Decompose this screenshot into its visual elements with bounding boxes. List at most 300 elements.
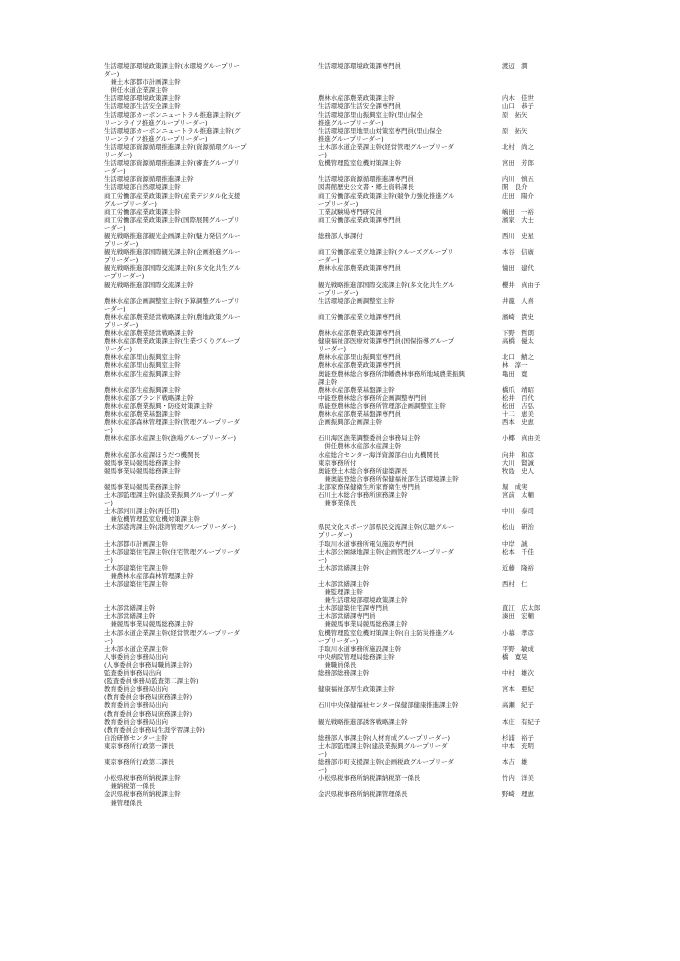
- new-position: [104, 790, 318, 806]
- former-position-line: 土木部水道企業課主幹(経営管理グループリーダ: [318, 142, 454, 151]
- new-position-line: 商工労働部産業政策課主幹(国際展開グループリ: [104, 215, 240, 224]
- new-position-line: 生活環境部環境政策課主幹: [104, 94, 181, 103]
- former-position: [318, 264, 502, 272]
- new-position: [104, 402, 318, 410]
- personnel-row: [104, 248, 566, 264]
- person-name: [502, 143, 566, 151]
- person-name-line: 松井 百代: [502, 393, 534, 402]
- new-position-line: リーダー): [104, 151, 133, 160]
- former-position-line: 健康福祉部厚生政策課主幹: [318, 685, 395, 694]
- former-position-line: 農林水産部里山振興室専門員: [318, 353, 402, 362]
- person-name: [502, 774, 566, 782]
- person-name-line: 高橋 優太: [502, 337, 534, 346]
- former-position: [318, 297, 502, 305]
- new-position-line: 農林水産部農業政策課主幹(生業づくりグループ: [104, 337, 241, 346]
- new-position-line: 生活環境部環境政策課主幹(水環境グループリー: [104, 62, 240, 70]
- former-position-line: 手取川水道事務所電気施設専門員: [318, 539, 414, 548]
- new-position: [104, 232, 318, 248]
- former-position: [318, 580, 502, 604]
- new-position-line: 土木部監理課主幹(建設業振興グループリーダ: [104, 490, 234, 499]
- former-position-line: 東京事務所付: [318, 458, 357, 467]
- former-position: [318, 127, 502, 143]
- new-position-line: ーダー): [104, 167, 126, 176]
- new-position-line: 小松県税事務所納税課主幹: [104, 774, 181, 783]
- new-position: [104, 208, 318, 216]
- person-name: [502, 62, 566, 70]
- former-position-line: 手取川水道事務所施設課主幹: [318, 644, 402, 653]
- new-position-line: プリーダー): [104, 240, 139, 249]
- new-position-line: ー): [104, 555, 113, 564]
- new-position-line: 農林水産部ブランド戦略課主幹: [104, 393, 194, 402]
- former-position-line: 課主幹: [318, 377, 338, 386]
- person-name: [502, 507, 566, 515]
- personnel-row: [104, 175, 566, 183]
- new-position-line: ダー): [104, 70, 120, 79]
- former-position-line: 土木部監理課主幹(建設業振興グループリーダ: [318, 741, 448, 750]
- new-position: [104, 742, 318, 750]
- new-position: [104, 467, 318, 475]
- new-position: [104, 604, 318, 612]
- former-position-line: 生活環境部里山振興室主幹(里山保全: [318, 110, 423, 119]
- person-name-line: 宮本 亜紀: [502, 685, 534, 694]
- former-position-line: 生活環境部里地里山対策室専門員(里山保全: [318, 126, 442, 135]
- person-name-line: 内木 佳世: [502, 94, 534, 103]
- personnel-row: [104, 685, 566, 701]
- former-position-line: [318, 507, 502, 515]
- former-position: [318, 645, 502, 653]
- new-position-line: 兼納税第一係長: [104, 782, 156, 791]
- person-name-line: 本庄 有紀子: [502, 717, 541, 726]
- person-name: [502, 232, 566, 240]
- new-position: [104, 264, 318, 280]
- person-name-line: 原 拓矢: [502, 126, 528, 135]
- former-position-line: 県能登農林総合事務所管理部企画調整室主幹: [318, 401, 446, 410]
- person-name: [502, 580, 566, 588]
- personnel-row: [104, 645, 566, 653]
- new-position: [104, 386, 318, 394]
- person-name-line: 向井 和彦: [502, 450, 534, 459]
- former-position: [318, 208, 502, 216]
- former-position-line: ー): [318, 555, 327, 564]
- new-position-line: 土木部建築住宅課主幹: [104, 563, 168, 572]
- person-name: [502, 361, 566, 369]
- person-name-line: 中川 泰司: [502, 507, 534, 516]
- former-position-line: 金沢県税事務所納税課管理係長: [318, 790, 408, 799]
- former-position-line: 危機管理監室危機対策課主幹(自主防災推進グル: [318, 628, 455, 637]
- former-position-line: 土木部営繕課専門員: [318, 612, 376, 621]
- former-position-line: ープリーダー): [318, 288, 359, 297]
- former-position-line: 農林水産部農業基盤課専門員: [318, 410, 402, 419]
- former-position-line: ー): [318, 151, 327, 160]
- new-position: [104, 111, 318, 127]
- new-position-line: (教育委員会事務局生涯学習課主幹): [104, 725, 205, 734]
- person-name: [502, 192, 566, 200]
- person-name-line: 大川 賢誠: [502, 458, 534, 467]
- new-position-line: 生活環境部カーボンニュートラル推進課主幹(グ: [104, 110, 241, 119]
- person-name-line: 堀 成実: [502, 482, 528, 491]
- former-position-line: 総務部人事課付: [318, 231, 363, 240]
- former-position: [318, 774, 502, 782]
- personnel-row: [104, 701, 566, 717]
- personnel-transfer-list: [104, 62, 566, 807]
- person-name: [502, 790, 566, 798]
- former-position-line: 土木部営繕課主幹: [318, 563, 370, 572]
- former-position-line: 農林水産部農業政策課専門員: [318, 361, 402, 370]
- new-position: [104, 418, 318, 434]
- new-position-line: ー): [104, 499, 113, 508]
- new-position-line: 農林水産部森林管理課主幹(管理グループリーダ: [104, 418, 240, 427]
- former-position-line: ー): [318, 749, 327, 758]
- new-position-line: (人事委員会事務局職員課主幹): [104, 660, 193, 669]
- former-position-line: 商工労働部産業政策課主幹(競争力強化推進グル: [318, 191, 455, 200]
- former-position-line: 農林水産部農業政策課専門員: [318, 264, 402, 273]
- person-name-line: 林 淳一: [502, 361, 528, 370]
- former-position-line: 生活環境部環境政策課専門員: [318, 62, 402, 70]
- new-position-line: 兼競馬事業局競馬総務課主幹: [104, 620, 194, 629]
- new-position: [104, 370, 318, 378]
- personnel-row: [104, 192, 566, 208]
- person-name: [502, 329, 566, 337]
- former-position: [318, 183, 502, 191]
- person-name-line: 西本 史恵: [502, 418, 534, 427]
- person-name-line: 渡辺 潤: [502, 62, 528, 70]
- new-position-line: 生活環境部資源循環推進課主幹(資源循環グループ: [104, 142, 247, 151]
- person-name: [502, 102, 566, 110]
- former-position-line: 兼監理課主幹: [318, 588, 363, 597]
- new-position-line: グループリーダー): [104, 199, 157, 208]
- person-name-line: 嶋田 一裕: [502, 207, 534, 216]
- new-position-line: 農林水産部水産課主幹(漁場グループリーダー): [104, 434, 237, 443]
- person-name-line: 下野 哲朗: [502, 329, 534, 338]
- person-name: [502, 629, 566, 637]
- person-name: [502, 564, 566, 572]
- new-position-line: 農林水産部生産振興課主幹: [104, 369, 181, 378]
- new-position-line: 観光戦略推進部国際交流課主幹(多文化共生グル: [104, 264, 241, 273]
- former-position: [318, 386, 502, 394]
- former-position-line: プリーダー): [318, 531, 353, 540]
- former-position: [318, 483, 502, 491]
- person-name: [502, 491, 566, 499]
- person-name-line: 濱崎 貴史: [502, 312, 534, 321]
- personnel-row: [104, 264, 566, 280]
- new-position-line: 東京事務所行政第二課長: [104, 758, 175, 767]
- former-position-line: 観光戦略推進部誘客戦略課主幹: [318, 717, 408, 726]
- person-name: [502, 208, 566, 216]
- new-position-line: 農林水産部生産振興課主幹: [104, 385, 181, 394]
- former-position: [318, 669, 502, 677]
- new-position-line: 人事委員会事務局出向: [104, 652, 168, 661]
- person-name: [502, 402, 566, 410]
- personnel-row: [104, 337, 566, 353]
- new-position-line: 教育委員会事務局出向: [104, 717, 168, 726]
- person-name: [502, 297, 566, 305]
- new-position: [104, 612, 318, 620]
- personnel-row: [104, 620, 566, 628]
- former-position: [318, 540, 502, 548]
- person-name-line: 内川 慎五: [502, 175, 534, 184]
- new-position-line: 兼管理係長: [104, 798, 143, 807]
- person-name-line: 竹内 洋美: [502, 774, 534, 783]
- former-position-line: 奥能登農林総合事務所津幡農林事務所地域農業振興: [318, 369, 465, 378]
- former-position: [318, 523, 502, 539]
- new-position-line: (監査委員事務局監査第二課主幹): [104, 677, 199, 686]
- former-position-line: 兼職員係長: [318, 660, 357, 669]
- new-position: [104, 281, 318, 289]
- new-position-line: リーダー): [104, 345, 133, 354]
- new-position: [104, 329, 318, 337]
- new-position-line: 兼危機管理監室危機対策課主幹: [104, 515, 200, 524]
- former-position-line: 工業試験場専門研究員: [318, 207, 382, 216]
- former-position-line: 中央病院管理局総務課主幹: [318, 652, 395, 661]
- new-position: [104, 580, 318, 588]
- former-position-line: 総務部人事課主幹(人材育成グループリーダー): [318, 733, 451, 742]
- former-position-line: 生活環境部生活安全課専門員: [318, 102, 402, 111]
- person-name-line: 高瀬 紀子: [502, 701, 534, 710]
- new-position: [104, 701, 318, 717]
- former-position: [318, 353, 502, 361]
- new-position: [104, 337, 318, 353]
- person-name: [502, 386, 566, 394]
- personnel-row: [104, 734, 566, 742]
- former-position-line: 推進グループリーダー): [318, 134, 384, 143]
- former-position-line: ープリーダー): [318, 199, 359, 208]
- former-position: [318, 232, 502, 240]
- former-position-line: 北部家畜保健衛生所家畜衛生専門員: [318, 482, 421, 491]
- personnel-row: [104, 297, 566, 313]
- person-name-line: 山口 恭子: [502, 102, 534, 111]
- new-position: [104, 62, 318, 94]
- new-position: [104, 523, 318, 531]
- new-position: [104, 127, 318, 143]
- personnel-row: [104, 313, 566, 329]
- personnel-row: [104, 402, 566, 410]
- person-name: [502, 94, 566, 102]
- person-name-line: 井龍 人喜: [502, 296, 534, 305]
- former-position: [318, 248, 502, 264]
- personnel-row: [104, 111, 566, 127]
- new-position: [104, 94, 318, 102]
- new-position-line: 競馬事業局競馬総務課主幹: [104, 458, 181, 467]
- former-position-line: 農林水産部農業政策課主幹: [318, 94, 395, 103]
- former-position: [318, 620, 502, 628]
- former-position-line: 土木部公園緑地課主幹(企画管理グループリーダ: [318, 547, 454, 556]
- former-position: [318, 94, 502, 102]
- former-position-line: 総務部総務課主幹: [318, 669, 370, 678]
- former-position-line: 農林水産部農業基盤課主幹: [318, 385, 395, 394]
- person-name: [502, 620, 566, 628]
- new-position: [104, 175, 318, 183]
- former-position: [318, 548, 502, 564]
- new-position-line: 観光戦略推進部国際観光課主幹(企画推進グルー: [104, 248, 241, 257]
- person-name-line: 原 拓矢: [502, 110, 528, 119]
- person-name-line: 近藤 隆裕: [502, 563, 534, 572]
- new-position-line: 併任水道企業課主幹: [104, 86, 168, 95]
- new-position-line: リーンライフ推進グループリーダー): [104, 118, 208, 127]
- personnel-row: [104, 548, 566, 564]
- former-position: [318, 361, 502, 369]
- personnel-row: [104, 742, 566, 758]
- former-position: [318, 175, 502, 183]
- former-position-line: 兼奥能登総合事務所保健福祉部生活環境課主幹: [318, 474, 459, 483]
- former-position: [318, 701, 502, 709]
- new-position: [104, 491, 318, 507]
- new-position: [104, 653, 318, 669]
- person-name-line: 小椰 真由美: [502, 434, 541, 443]
- personnel-row: [104, 612, 566, 620]
- new-position-line: 農林水産部農業振興・防疫対策課主幹: [104, 401, 213, 410]
- new-position-line: ー): [104, 636, 113, 645]
- new-position-line: 農林水産部農業経営戦略課主幹: [104, 329, 194, 338]
- former-position: [318, 313, 502, 321]
- former-position: [318, 281, 502, 297]
- personnel-row: [104, 410, 566, 418]
- new-position: [104, 540, 318, 548]
- new-position: [104, 758, 318, 766]
- new-position-line: 土木部営繕課主幹: [104, 612, 156, 621]
- new-position-line: 競馬事業局競馬総務課主幹: [104, 466, 181, 475]
- former-position-line: 石川土木総合事務所庶務課主幹: [318, 490, 408, 499]
- new-position-line: 土木部水道企業課主幹(経営管理グループリーダ: [104, 628, 240, 637]
- former-position: [318, 491, 502, 507]
- personnel-row: [104, 102, 566, 110]
- personnel-row: [104, 507, 566, 523]
- person-name: [502, 742, 566, 750]
- new-position-line: (教育委員会事務局庶務課主幹): [104, 693, 193, 702]
- new-position-line: 土木部都市計画課主幹: [104, 539, 168, 548]
- personnel-row: [104, 94, 566, 102]
- new-position: [104, 183, 318, 191]
- former-position-line: 農林水産部農業政策課専門員: [318, 329, 402, 338]
- former-position-line: 総務部市町支援課主幹(企画税政グループリーダ: [318, 758, 454, 767]
- new-position-line: リーンライフ推進グループリーダー): [104, 134, 208, 143]
- person-name-line: 牧島 史人: [502, 466, 534, 475]
- former-position: [318, 337, 502, 353]
- former-position-line: 商工労働部産業政策課専門員: [318, 215, 402, 224]
- former-position: [318, 718, 502, 726]
- former-position: [318, 507, 502, 515]
- person-name: [502, 370, 566, 378]
- new-position: [104, 548, 318, 564]
- person-name-line: 橋 寛晃: [502, 652, 528, 661]
- new-position-line: 商工労働部産業政策課主幹: [104, 207, 181, 216]
- new-position: [104, 159, 318, 175]
- former-position-line: 小松県税事務所納税課納税第一係長: [318, 774, 421, 783]
- former-position: [318, 790, 502, 798]
- person-name-line: 野崎 理恵: [502, 790, 534, 799]
- new-position: [104, 718, 318, 734]
- new-position: [104, 361, 318, 369]
- new-position-line: 土木部建築住宅課主幹(住宅管理グループリーダ: [104, 547, 240, 556]
- new-position: [104, 410, 318, 418]
- former-position: [318, 467, 502, 483]
- new-position: [104, 459, 318, 467]
- person-name: [502, 248, 566, 256]
- person-name-line: 憧田 建代: [502, 264, 534, 273]
- personnel-row: [104, 329, 566, 337]
- former-position-line: 水産総合センター海洋資源部白山丸機関長: [318, 450, 440, 459]
- person-name: [502, 459, 566, 467]
- personnel-row: [104, 523, 566, 539]
- person-name: [502, 353, 566, 361]
- former-position-line: 兼事業係長: [318, 499, 357, 508]
- person-name-line: 松田 吉弘: [502, 401, 534, 410]
- former-position: [318, 102, 502, 110]
- person-name: [502, 175, 566, 183]
- personnel-row: [104, 459, 566, 467]
- new-position: [104, 248, 318, 264]
- personnel-row: [104, 790, 566, 806]
- new-position-line: 教育委員会事務局出向: [104, 685, 168, 694]
- former-position-line: ーダー): [318, 256, 340, 265]
- new-position-line: 土木部水道企業課主幹: [104, 644, 168, 653]
- personnel-row: [104, 418, 566, 434]
- person-name-line: 本吉 雄: [502, 758, 528, 767]
- person-name: [502, 523, 566, 531]
- personnel-row: [104, 159, 566, 175]
- new-position-line: 自治研修センター主幹: [104, 733, 168, 742]
- person-name-line: 宮田 芳郎: [502, 159, 534, 168]
- former-position-line: 石川中央保健福祉センター保健部健康推進課主幹: [318, 701, 459, 710]
- former-position-line: 観光戦略推進部国際交流課主幹(多文化共生グル: [318, 280, 455, 289]
- new-position: [104, 483, 318, 491]
- former-position-line: 生活環境部企画調整室主幹: [318, 296, 395, 305]
- former-position-line: 県民文化スポーツ部県民交流課主幹(広聴グルー: [318, 523, 455, 532]
- person-name: [502, 467, 566, 475]
- person-name: [502, 653, 566, 661]
- former-position-line: 土木部建築住宅課専門員: [318, 604, 389, 613]
- new-position: [104, 353, 318, 361]
- person-name-line: 本谷 信廣: [502, 248, 534, 257]
- person-name-line: 松山 研治: [502, 523, 534, 532]
- former-position: [318, 216, 502, 224]
- personnel-row: [104, 281, 566, 297]
- personnel-row: [104, 143, 566, 159]
- former-position: [318, 685, 502, 693]
- new-position-line: プリーダー): [104, 256, 139, 265]
- person-name-line: 平野 敏成: [502, 644, 534, 653]
- former-position-line: 兼競馬事業局競馬総務課主幹: [318, 620, 408, 629]
- person-name-line: 宮前 太輔: [502, 490, 534, 499]
- person-name: [502, 183, 566, 191]
- former-position: [318, 418, 502, 426]
- former-position-line: 土木部営繕課主幹: [318, 580, 370, 588]
- former-position-line: 図書館歴史公文書・郷土資料課長: [318, 183, 414, 192]
- former-position: [318, 402, 502, 410]
- new-position: [104, 394, 318, 402]
- person-name-line: 庄田 陽介: [502, 191, 534, 200]
- new-position-line: 兼土木部都市計画課主幹: [104, 78, 181, 87]
- former-position: [318, 629, 502, 645]
- person-name-line: 西村 仁: [502, 580, 528, 588]
- person-name-line: 十二 恵美: [502, 410, 534, 419]
- former-position: [318, 604, 502, 612]
- personnel-row: [104, 669, 566, 685]
- new-position-line: 金沢県税事務所納税課主幹: [104, 790, 181, 799]
- person-name: [502, 483, 566, 491]
- person-name: [502, 734, 566, 742]
- personnel-row: [104, 758, 566, 774]
- new-position-line: 農林水産部里山振興室主幹: [104, 361, 181, 370]
- person-name-line: 中村 雄次: [502, 669, 534, 678]
- person-name-line: 直江 広太郎: [502, 604, 541, 613]
- new-position: [104, 507, 318, 523]
- new-position: [104, 192, 318, 208]
- personnel-row: [104, 451, 566, 459]
- person-name: [502, 540, 566, 548]
- person-name-line: 亀田 寛: [502, 369, 528, 378]
- person-name: [502, 758, 566, 766]
- new-position-line: 兼農林水産部森林管理課主幹: [104, 571, 194, 580]
